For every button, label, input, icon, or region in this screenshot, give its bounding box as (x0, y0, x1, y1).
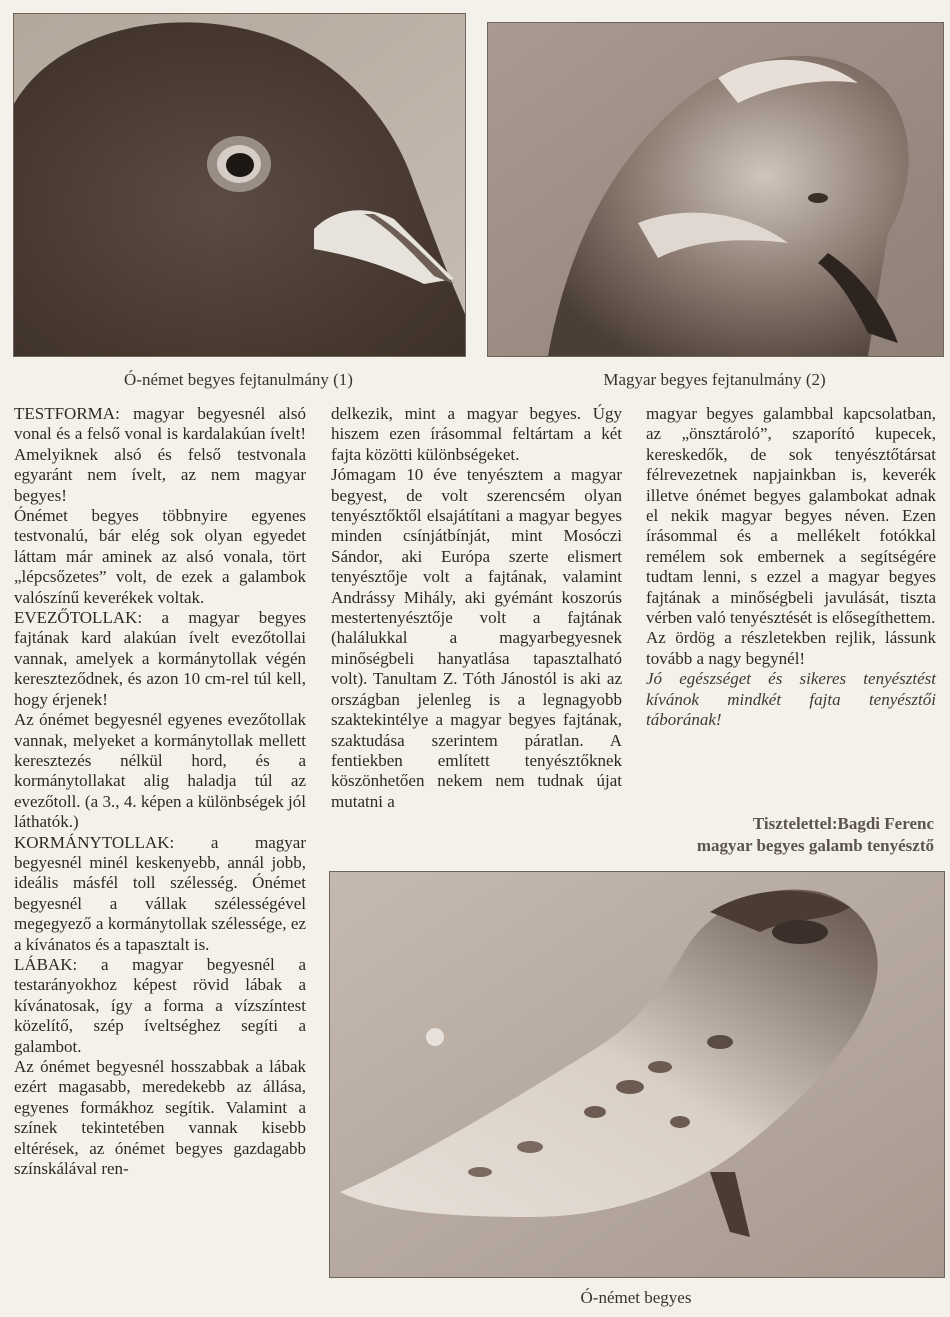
paragraph-onemet-evezotollak: Az ónémet begyesnél egyenes evezőtollak vannak, melyeket a kormánytollak mellett keresztezés nélkül hord, és a kormánytollakat alig haladja túl az evezőtoll. (a 3., 4. képen a különbségek jól láthatók.) (14, 710, 306, 832)
photo-magyar-head (487, 22, 944, 357)
paragraph-closing-wishes: Jó egészséget és sikeres tenyésztést kívánok mindkét fajta tenyésztői táborának! (646, 669, 936, 730)
paragraph-kormanytollak: KORMÁNYTOLLAK: a magyar begyesnél minél keskenyebb, annál jobb, ideális másfél toll szélesség. Ónémet begyesnél a vállak szélességével megegyező a kormánytollak szélessége, ez a kívánatos és a tapasztalt is. (14, 832, 306, 954)
text-column-1 (14, 404, 306, 1179)
pigeon-head-image (14, 14, 465, 356)
pigeon-head-image (488, 23, 943, 356)
signature-title: magyar begyes galamb tenyésztő (696, 836, 934, 855)
paragraph-jomagam: Jómagam 10 éve tenyésztem a magyar begyest, de volt szerencsém olyan tenyésztőktől elsajátítani a magyar begyes minden csínjátbínját, mint Mosóczi Sándor, aki Európa szerte elismert tenyésztője volt a fajtának, valamint Andrássy Mihály, aki gyémánt koszorús mestertenyésztője volt a fajtának (halálukkal a magyarbegyesnek minőségbeli hanyatlása tapasztalható volt). Tanultam Z. Tóth Jánostól is aki az országban jelenleg is a legnagyobb szaktekintélye a magyar begyes fajtának, szaktudása szerintem páratlan. A fentiekben említett tenyésztőknek köszönhetően nekem nem tudnak újat mutatni a (331, 465, 622, 811)
caption-photo-1: Ó-német begyes fejtanulmány (1) (124, 370, 353, 389)
paragraph-onemet-labak: Az ónémet begyesnél hosszabbak a lábak ezért magasabb, meredekebb az állása, egyenes formákhoz segítik. Valamint a színek tekintetében vannak kisebb eltérések, az ónémet begyes gazdagabb színskálával ren- (14, 1057, 306, 1179)
paragraph-evezotollak: EVEZŐTOLLAK: a magyar begyes fajtának kard alakúan ívelt evezőtollai vannak, amelyek a kormánytollak végén kereszteződnek, és azon 10 cm-rel túl kell, hogy érjenek! (14, 608, 306, 709)
paragraph-onemet-testvonal: Ónémet begyes többnyire egyenes testvonalú, bár elég sok olyan egyedet láttam már aminek az alsó vonala, tört „lépcsőzetes” volt, de ezek a galambok valószínű keverékek voltak. (14, 506, 306, 607)
signature (622, 813, 934, 857)
text-column-3 (646, 404, 936, 731)
paragraph-continuation: delkezik, mint a magyar begyes. Úgy hiszem ezen írásommal feltártam a két fajta közötti különbségeket. (331, 404, 622, 464)
paragraph-kapcsolatban: magyar begyes galambbal kapcsolatban, az „önsztároló”, szaporító kupecek, kereskedők, de sok tenyésztőtársat félrevezetnek napjainkban is, keverék illetve ónémet begyes galambokat adnak el nekik magyar begyes néven. Ezen írásommal és a mellékelt fotókkal remélem sok embernek a segítségére tudtam lenni, s ezzel a magyar begyes fajtának a minőségbeli javulását, tiszta vérben való tenyésztését is elősegíthettem. (646, 404, 936, 628)
paragraph-testforma: TESTFORMA: magyar begyesnél alsó vonal és a felső vonal is kardalakúan ívelt! Amelyiknek alsó és felső testvonala egyaránt nem ívelt, az nem magyar begyes! (14, 404, 306, 505)
photo-onemet-body (329, 871, 945, 1278)
paragraph-ordog: Az ördög a részletekben rejlik, lássunk tovább a nagy begynél! (646, 628, 936, 668)
pigeon-body-image (330, 872, 944, 1277)
paragraph-labak: LÁBAK: a magyar begyesnél a testarányokhoz képest rövid lábak a kívánatosak, így a forma a vízszíntest közelítő, szép íveltséghez segíti a galambot. (14, 954, 306, 1056)
caption-photo-2: Magyar begyes fejtanulmány (2) (603, 370, 826, 389)
text-column-2 (331, 404, 622, 812)
signature-name: Tisztelettel:Bagdi Ferenc (752, 814, 934, 833)
photo-onemet-head (13, 13, 466, 357)
caption-photo-3: Ó-német begyes (580, 1288, 692, 1307)
